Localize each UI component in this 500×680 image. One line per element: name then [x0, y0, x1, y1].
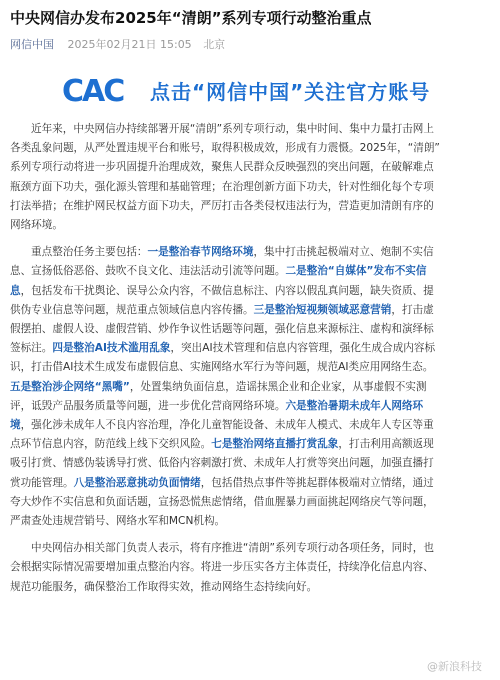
p2-line-11: 点环节信息内容，防范线上线下交织风险。七是整治网络直播打赏乱象，打击利用高额返现 [10, 438, 434, 451]
follow-banner[interactable] [62, 68, 462, 112]
p2-line-8: 五是整治涉企网络“黑嘴”，处置集纳负面信息，造谣抹黑企业和企业家，从事虚假不实测 [10, 380, 427, 393]
p1-line-3: 系列专项行动将进一步巩固提升治理成效，聚焦人民群众反映强烈的突出问题，在破解难点 [10, 161, 434, 174]
p2-line-9: 评，诋毁产品服务质量等问题，进一步优化营商网络环境。六是整治暑期未成年人网络环 [10, 399, 424, 412]
p1-line-5: 打法举措；在维护网民权益方面下功夫，严厉打击各类侵权违法行为，营造更加清朗有序的 [10, 199, 434, 212]
p2-line-15: 严肃查处违规营销号、网络水军和MCN机构。 [10, 515, 226, 528]
p2-line-6: 签标注。四是整治AI技术滥用乱象，突出AI技术管理和信息内容管理，强化生成合成内容标 [10, 342, 436, 355]
paragraph-3 [10, 539, 488, 597]
publish-time: 2025年02月21日 15:05 [67, 38, 192, 51]
source-link[interactable]: 网信中国 [10, 38, 54, 51]
p1-line-4: 瓶颈方面下功夫，强化源头管理和基础管理；在治理创新方面下功夫，针对性细化每个专项 [10, 180, 434, 193]
cac-logo [62, 72, 136, 108]
publish-location: 北京 [203, 38, 226, 51]
article-body [10, 120, 488, 605]
p2-line-13: 赏功能管理。八是整治恶意挑动负面情绪，包括借热点事件等挑起群体极端对立情绪，通过 [10, 476, 434, 489]
p1-line-1: 近年来，中央网信办持续部署开展“清朗”系列专项行动，集中时间、集中力量打击网上 [31, 123, 434, 135]
p2-line-2: 息、宣扬低俗恶俗、鼓吹不良文化、违法活动引流等问题。二是整治“自媒体”发布不实信 [10, 265, 427, 278]
p1-line-6: 网络环境。 [10, 219, 63, 232]
article-title: 中央网信办发布2025年“清朗”系列专项行动整治重点 [10, 9, 372, 27]
article-meta [10, 38, 225, 52]
p2-line-3: 息，包括发布干扰舆论、误导公众内容，不做信息标注、内容以假乱真问题，缺失资质、提 [10, 284, 434, 297]
banner-text: 点击“网信中国”关注官方账号 [150, 79, 431, 104]
cac-logo-text: CAC [62, 74, 124, 109]
p2-line-10: 境，强化涉未成年人不良内容治理，净化儿童智能设备、未成年人模式、未成年人专区等重 [10, 419, 434, 432]
p3-line-3: 规范功能服务，确保整治工作取得实效，推动网络生态持续向好。 [10, 580, 318, 593]
p3-line-1: 中央网信办相关部门负责人表示，将有序推进“清朗”系列专项行动各项任务，同时，也 [31, 542, 434, 555]
p1-line-2: 各类乱象问题，从严处置违规平台和账号，取得积极成效，形成有力震慑。2025年，“清朗” [10, 142, 440, 155]
p2-line-7: 识，打击借AI技术生成发布虚假信息、实施网络水军行为等问题，规范AI类应用网络生态。 [10, 361, 434, 374]
p2-line-14: 夸大炒作不实信息和负面话题，宣扬恐慌焦虑情绪，借血腥暴力画面挑起网络戾气等问题， [10, 495, 434, 508]
p2-line-12: 吸引打赏、情感伪装诱导打赏、低俗内容刺激打赏、未成年人打赏等突出问题，加强直播打 [10, 457, 434, 470]
p2-line-4: 供伪专业信息等问题，规范重点领域信息内容传播。三是整治短视频领域恶意营销，打击虚 [10, 303, 434, 316]
p2-line-5: 假摆拍、虚假人设、虚假营销、炒作争议性话题等问题，强化信息来源标注、虚构和演绎标 [10, 323, 434, 336]
p2-line-1: 重点整治任务主要包括：一是整治春节网络环境，集中打击挑起极端对立、炮制不实信 [31, 246, 434, 259]
watermark: @新浪科技 [427, 660, 482, 673]
p3-line-2: 会根据实际情况需要增加重点整治内容。将进一步压实各方主体责任，持续净化信息内容、 [10, 561, 434, 574]
paragraph-2 [10, 243, 488, 531]
paragraph-1 [10, 120, 488, 235]
